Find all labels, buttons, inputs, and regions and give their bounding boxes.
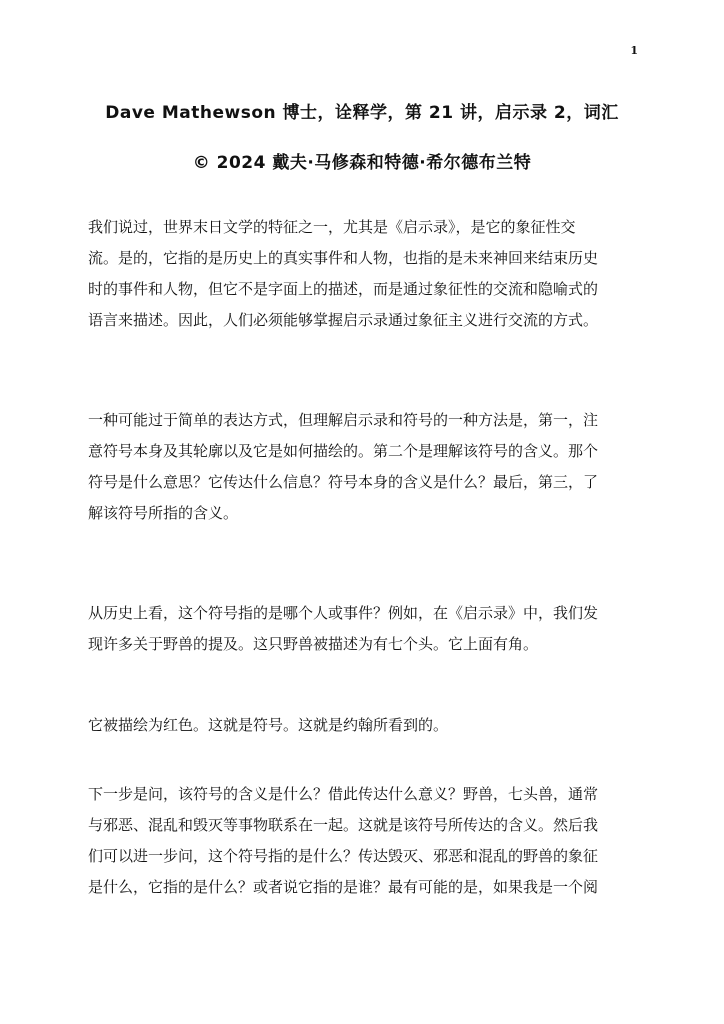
document-title: Dave Mathewson 博士，诠释学，第 21 讲，启示录 2，词汇 bbox=[105, 103, 619, 123]
paragraph-line: 符号是什么意思？它传达什么信息？符号本身的含义是什么？最后，第三，了 bbox=[88, 473, 599, 491]
paragraph-5 bbox=[88, 779, 640, 903]
paragraph-line: 语言来描述。因此，人们必须能够掌握启示录通过象征主义进行交流的方式。 bbox=[88, 311, 599, 329]
paragraph-4 bbox=[88, 710, 640, 741]
paragraph-line: 从历史上看，这个符号指的是哪个人或事件？例如，在《启示录》中，我们发 bbox=[88, 604, 599, 622]
paragraph-2 bbox=[88, 405, 640, 529]
paragraph-line: 时的事件和人物，但它不是字面上的描述，而是通过象征性的交流和隐喻式的 bbox=[88, 280, 599, 298]
paragraph-line: 下一步是问，该符号的含义是什么？借此传达什么意义？野兽，七头兽，通常 bbox=[88, 785, 599, 803]
paragraph-line: 它被描绘为红色。这就是符号。这就是约翰所看到的。 bbox=[88, 716, 449, 734]
page-number: 1 bbox=[630, 44, 638, 57]
paragraph-line: 我们说过，世界末日文学的特征之一，尤其是《启示录》，是它的象征性交 bbox=[88, 218, 576, 236]
paragraph-3 bbox=[88, 598, 640, 660]
paragraph-line: 流。是的，它指的是历史上的真实事件和人物，也指的是未来神回来结束历史 bbox=[88, 249, 599, 267]
paragraph-line: 意符号本身及其轮廓以及它是如何描绘的。第二个是理解该符号的含义。那个 bbox=[88, 442, 599, 460]
paragraph-1 bbox=[88, 212, 640, 336]
paragraph-line: 与邪恶、混乱和毁灭等事物联系在一起。这就是该符号所传达的含义。然后我 bbox=[88, 816, 599, 834]
paragraph-line: 一种可能过于简单的表达方式，但理解启示录和符号的一种方法是，第一，注 bbox=[88, 411, 599, 429]
copyright-line: © 2024 戴夫·马修森和特德·希尔德布兰特 bbox=[192, 153, 532, 173]
paragraph-line: 解该符号所指的含义。 bbox=[88, 504, 239, 522]
paragraph-line: 现许多关于野兽的提及。这只野兽被描述为有七个头。它上面有角。 bbox=[88, 635, 539, 653]
paragraph-line: 是什么，它指的是什么？或者说它指的是谁？最有可能的是，如果我是一个阅 bbox=[88, 878, 599, 896]
paragraph-line: 们可以进一步问，这个符号指的是什么？传达毁灭、邪恶和混乱的野兽的象征 bbox=[88, 847, 599, 865]
